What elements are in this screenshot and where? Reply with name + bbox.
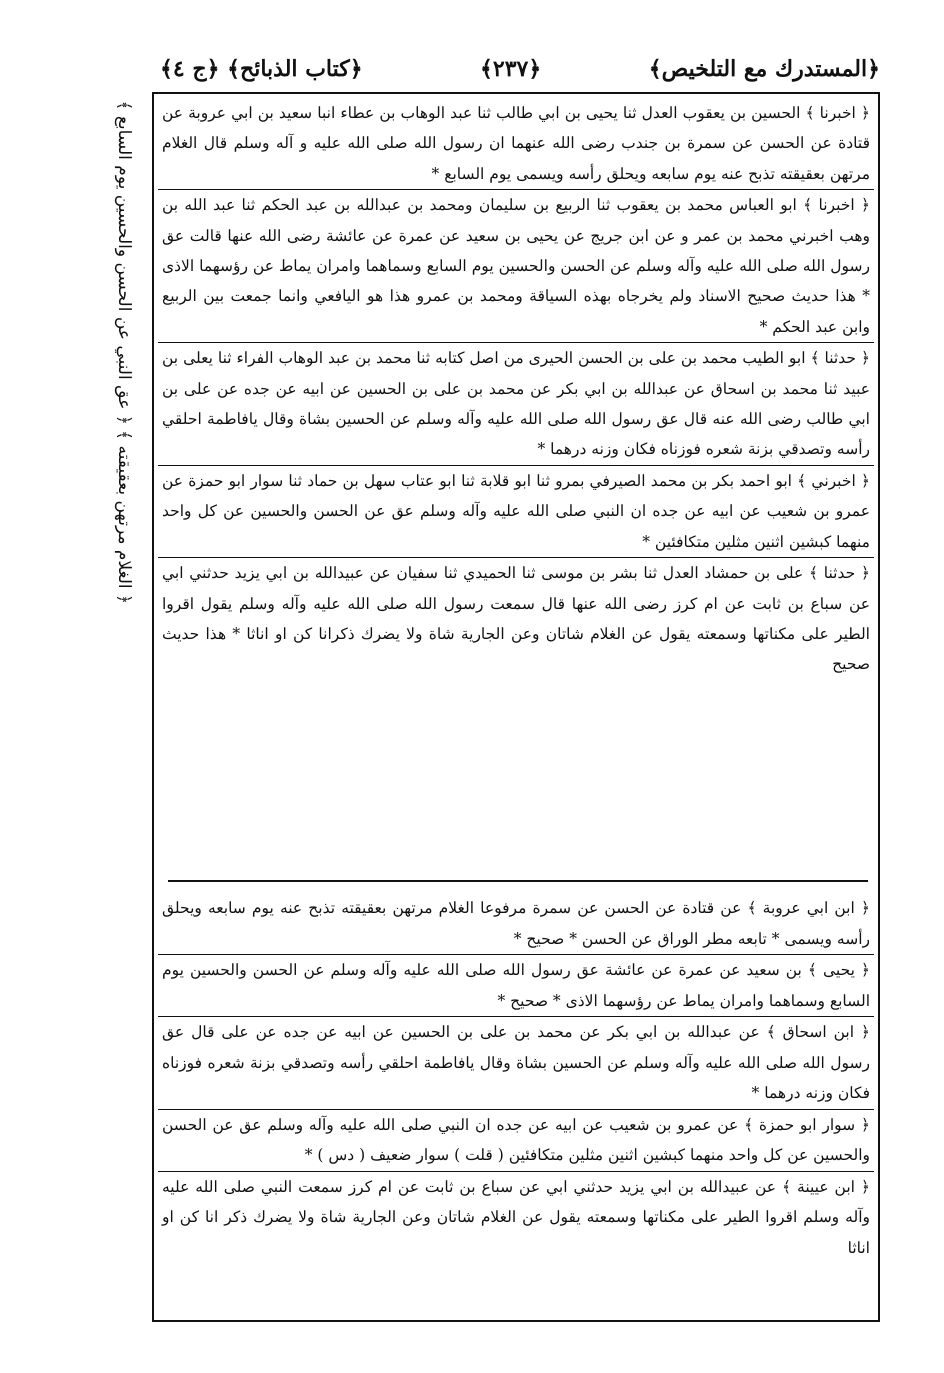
talkhis-1: ﴿ ابن ابي عروبة ﴾ عن قتادة عن الحسن عن سمرة مرفوعا الغلام مرتهن بعقيقته تذبح عنه يوم سابعه ويحلق رأسه ويسمى * تابعه مطر الوراق عن الحسن * صحيح * bbox=[158, 893, 874, 955]
talkhis-5: ﴿ ابن عيينة ﴾ عن عبيدالله بن ابي يزيد حدثني ابي عن سباع بن ثابت عن ام كرز سمعت النبي صلى الله عليه وآله وسلم اقروا الطير على مكناتها وسمعته يقول عن الغلام شاتان وعن الجارية شاة ولا يضرك ذكر انا كن او اناثا bbox=[162, 1177, 870, 1257]
page-header bbox=[150, 52, 880, 92]
talkhis-2: ﴿ يحيى ﴾ بن سعيد عن عمرة عن عائشة عق رسول الله صلى الله عليه وآله وسلم عن الحسن والحسين يوم السابع وسماهما وامران يماط عن رؤسهما الاذى * صحيح * bbox=[158, 955, 874, 1017]
page-number: ﴿٢٣٧﴾ bbox=[480, 56, 542, 82]
hadith-1: ﴿ اخبرنا ﴾ الحسين بن يعقوب العدل ثنا يحيى بن ابي طالب ثنا عبد الوهاب بن عطاء انبا سعيد بن ابي عروبة عن قتادة عن الحسن عن سمرة بن جندب رضى الله عنهما ان رسول الله صلى الله عليه و آله وسلم قال الغلام مرتهن بعقيقته تذبح عنه يوم سابعه ويحلق رأسه ويسمى يوم السابع * bbox=[158, 98, 874, 190]
section-separator bbox=[168, 880, 868, 882]
hadith-4: ﴿ اخبرني ﴾ ابو احمد بكر بن محمد الصيرفي بمرو ثنا ابو قلابة ثنا ابو عتاب سهل بن حماد ثنا سوار ابو حمزة عن عمرو بن شعيب عن ابيه عن جده ان النبي صلى الله عليه وآله وسلم عق عن الحسن والحسين عن كل واحد منهما كبشين اثنين مثلين متكافئين * bbox=[158, 466, 874, 558]
talkhis-4: ﴿ سوار ابو حمزة ﴾ عن عمرو بن شعيب عن ابيه عن جده ان النبي صلى الله عليه وآله وسلم عق عن الحسن والحسين عن كل واحد منهما كبشين اثنين مثلين متكافئين ( قلت ) سوار ضعيف ( دس ) * bbox=[158, 1110, 874, 1172]
talkhis-text bbox=[158, 893, 874, 1313]
hadith-5: ﴿ حدثنا ﴾ على بن حمشاد العدل ثنا بشر بن موسى ثنا الحميدي ثنا سفيان عن عبيدالله بن ابي يزيد حدثني ابي عن سباع بن ثابت عن ام كرز رضى الله عنها قال سمعت رسول الله صلى الله عليه وآله وسلم يقول اقروا الطير على مكناتها وسمعته يقول عن الغلام شاتان وعن الجارية شاة ولا يضرك ذكرانا كن او اناثا * هذا حديث صحيح bbox=[162, 564, 870, 674]
margin-note: ﴿ الغلام مرتهن بعقيقته ﴾ ﴿ عق النبي عن الحسن والحسين يوم السابع ﴾ bbox=[114, 100, 134, 604]
main-text bbox=[158, 98, 874, 868]
chapter-title: ﴿كتاب الذبائح﴾ ﴿ج ٤﴾ bbox=[160, 56, 363, 82]
hadith-2: ﴿ اخبرنا ﴾ ابو العباس محمد بن يعقوب ثنا الربيع بن سليمان ومحمد بن عبدالله بن عبد الحكم ثنا عبد الله بن وهب اخبرني محمد بن عمر و عن ابن جريج عن يحيى بن سعيد عن عمرة عن عائشة رضى الله عنها قالت عق رسول الله صلى الله عليه وآله وسلم عن الحسن والحسين يوم السابع وسماهما وامران يماط عن رؤسهما الاذى * هذا حديث صحيح الاسناد ولم يخرجاه بهذه السياقة ومحمد بن عمرو هذا هو اليافعي وانما جمعت بين الربيع وابن عبد الحكم * bbox=[158, 190, 874, 343]
hadith-3: ﴿ حدثنا ﴾ ابو الطيب محمد بن على بن الحسن الحيرى من اصل كتابه ثنا محمد بن عبد الوهاب الفراء ثنا يعلى بن عبيد ثنا محمد بن اسحاق عن عبدالله بن ابي بكر عن محمد بن على بن الحسين عن ابيه عن جده عن على بن ابي طالب رضى الله عنه قال عق رسول الله صلى الله عليه وآله وسلم عن الحسين بشاة وقال يافاطمة احلقي رأسه وتصدقي بزنة شعره فوزناه فكان وزنه درهما * bbox=[158, 343, 874, 466]
book-title: ﴿المستدرك مع التلخيص﴾ bbox=[648, 56, 880, 82]
talkhis-3: ﴿ ابن اسحاق ﴾ عن عبدالله بن ابي بكر عن محمد بن على بن الحسين عن ابيه عن جده عن على قال عق رسول الله صلى الله عليه وآله وسلم عن الحسين بشاة وقال يافاطمة احلقي رأسه وتصدقي بزنة شعره فوزناه فكان وزنه درهما * bbox=[158, 1017, 874, 1110]
